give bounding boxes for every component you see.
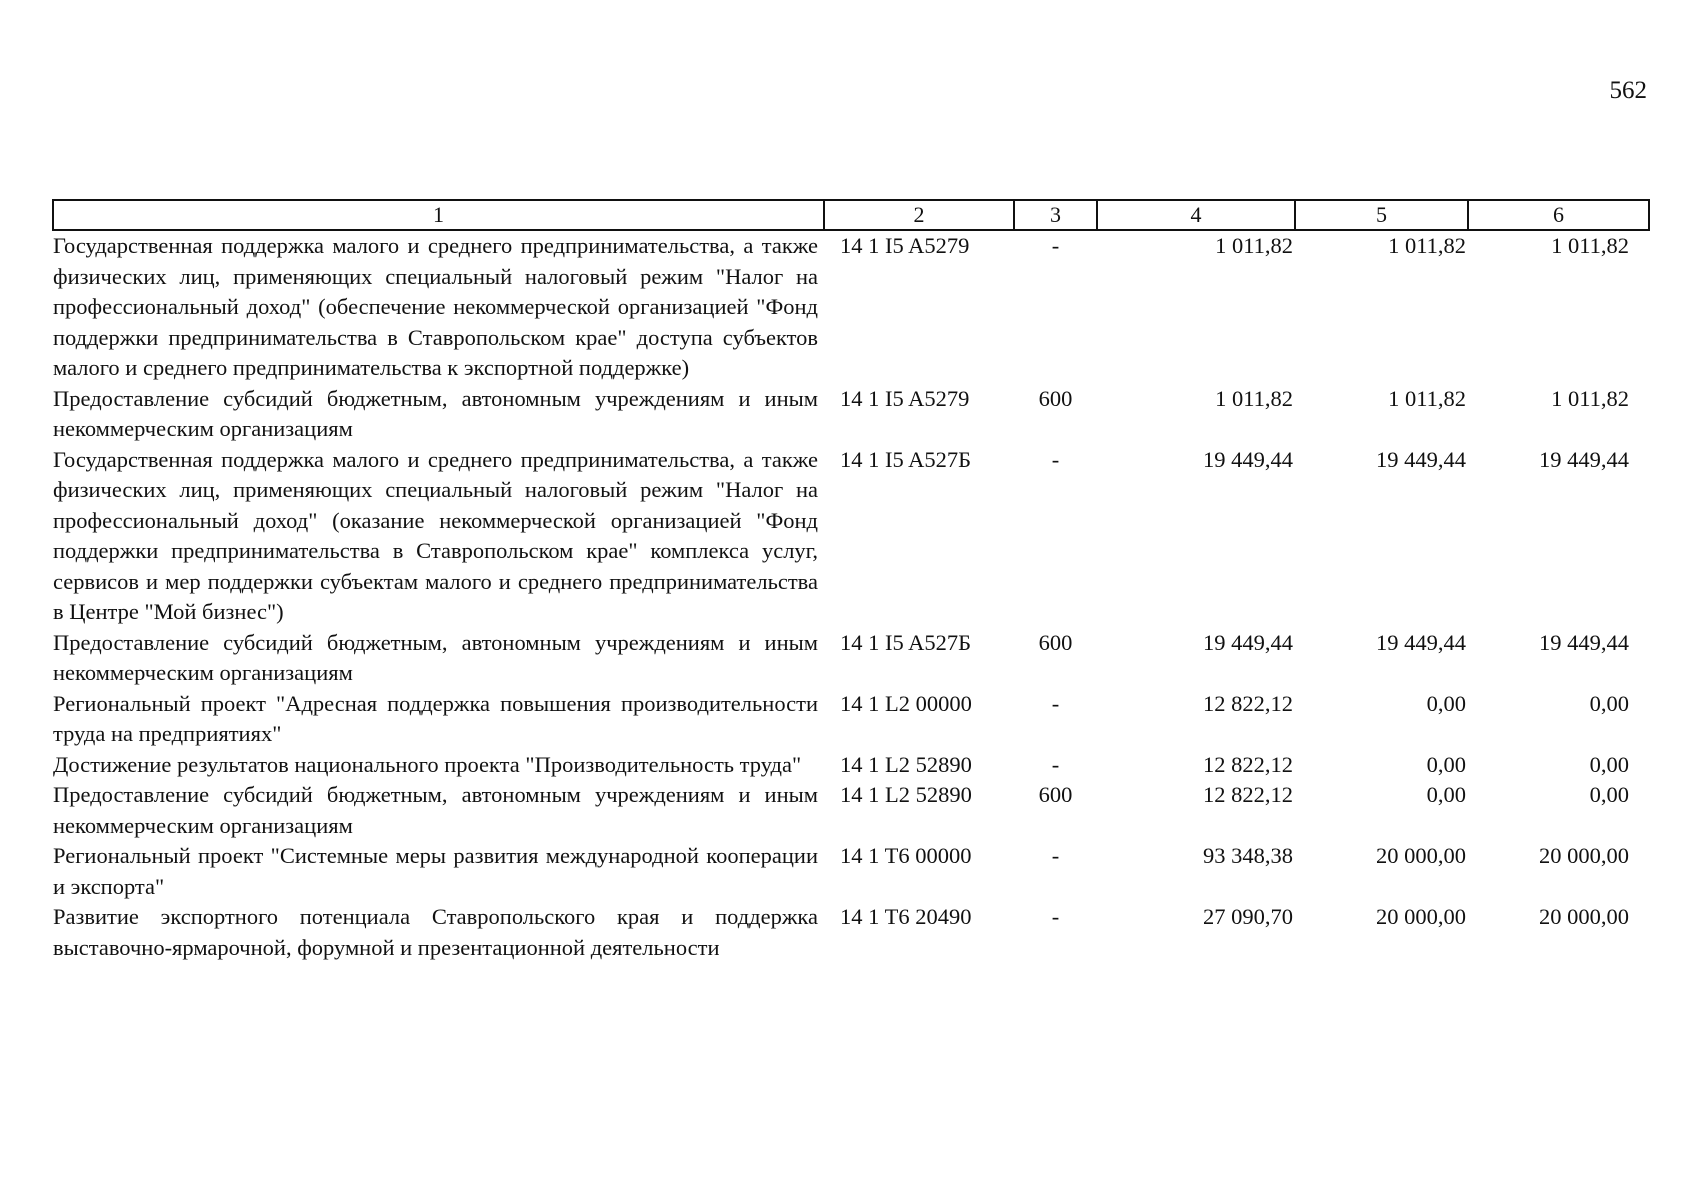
row-amount-4: 12 822,12 <box>1203 751 1293 777</box>
table-header <box>53 200 1649 230</box>
table-row <box>53 750 1649 781</box>
row-expense-type: 600 <box>1038 782 1073 807</box>
row-amount-6: 0,00 <box>1589 782 1629 807</box>
row-amount-4: 1 011,82 <box>1215 233 1293 258</box>
column-header-1: 1 <box>53 200 824 230</box>
budget-table <box>52 199 1650 963</box>
row-amount-5: 0,00 <box>1426 782 1466 807</box>
table-row <box>53 445 1649 628</box>
table-body <box>53 230 1649 963</box>
header-row <box>53 200 1649 230</box>
row-name: Государственная поддержка малого и среднего предпринимательства, а также физических лиц, применяющих специальный налоговый режим "Налог на профессиональный доход" (обеспечение некоммерческой организацией "Фонд поддержки предпринимательства в Ставропольском крае" доступа субъектов малого и среднего предпринимательства к экспортной поддержке) <box>53 233 818 380</box>
row-amount-6: 20 000,00 <box>1539 904 1629 929</box>
row-code: 14 1 I5 A5279 <box>840 385 970 411</box>
column-header-3: 3 <box>1014 200 1097 230</box>
row-amount-4: 1 011,82 <box>1215 385 1293 411</box>
row-amount-6: 19 449,44 <box>1539 446 1629 472</box>
row-name: Развитие экспортного потенциала Ставропольского края и поддержка выставочно-ярмарочной, форумной и презентационной деятельности <box>53 904 818 960</box>
table-row <box>53 384 1649 445</box>
row-expense-type: - <box>1051 690 1060 716</box>
row-amount-4: 12 822,12 <box>1203 782 1293 807</box>
column-header-4: 4 <box>1097 200 1295 230</box>
row-expense-type: - <box>1051 233 1060 258</box>
table-row <box>53 628 1649 689</box>
row-expense-type: 600 <box>1038 385 1073 411</box>
column-header-5: 5 <box>1295 200 1468 230</box>
row-amount-4: 12 822,12 <box>1203 690 1293 716</box>
row-amount-4: 93 348,38 <box>1203 843 1293 868</box>
row-amount-4: 19 449,44 <box>1203 629 1293 655</box>
page-number: 562 <box>1609 77 1647 104</box>
row-amount-6: 0,00 <box>1589 751 1629 777</box>
row-code: 14 1 L2 52890 <box>840 782 972 807</box>
table-row <box>53 230 1649 384</box>
row-amount-5: 19 449,44 <box>1376 446 1466 472</box>
row-code: 14 1 T6 20490 <box>840 904 972 929</box>
row-amount-5: 19 449,44 <box>1376 629 1466 655</box>
row-name: Государственная поддержка малого и среднего предпринимательства, а также физических лиц, применяющих специальный налоговый режим "Налог на профессиональный доход" (оказание некоммерческой организацией "Фонд поддержки предпринимательства в Ставропольском крае" комплекса услуг, сервисов и мер поддержки субъектам малого и среднего предпринимательства в Центре "Мой бизнес") <box>53 446 818 624</box>
row-amount-5: 0,00 <box>1426 690 1466 716</box>
row-amount-5: 20 000,00 <box>1376 904 1466 929</box>
table-row <box>53 841 1649 902</box>
column-header-2: 2 <box>824 200 1014 230</box>
row-code: 14 1 I5 A5279 <box>840 233 970 258</box>
row-expense-type: - <box>1051 904 1060 929</box>
row-amount-5: 0,00 <box>1426 751 1466 777</box>
column-header-6: 6 <box>1468 200 1649 230</box>
row-amount-6: 19 449,44 <box>1539 629 1629 655</box>
row-expense-type: - <box>1051 446 1060 472</box>
row-amount-4: 19 449,44 <box>1203 446 1293 472</box>
row-amount-6: 1 011,82 <box>1551 385 1629 411</box>
row-code: 14 1 T6 00000 <box>840 843 972 868</box>
row-name: Региональный проект "Адресная поддержка повышения производительности труда на предприятиях" <box>53 690 818 746</box>
table-row <box>53 689 1649 750</box>
row-expense-type: - <box>1051 843 1060 868</box>
row-code: 14 1 L2 52890 <box>840 751 972 777</box>
row-name: Предоставление субсидий бюджетным, автономным учреждениям и иным некоммерческим организациям <box>53 782 818 838</box>
row-amount-5: 1 011,82 <box>1388 385 1466 411</box>
row-amount-4: 27 090,70 <box>1203 904 1293 929</box>
row-expense-type: - <box>1051 751 1060 777</box>
row-name: Достижение результатов национального проекта "Производительность труда" <box>53 751 802 777</box>
table-row <box>53 902 1649 963</box>
row-amount-5: 1 011,82 <box>1388 233 1466 258</box>
row-expense-type: 600 <box>1038 629 1073 655</box>
row-name: Региональный проект "Системные меры развития международной кооперации и экспорта" <box>53 843 818 899</box>
row-code: 14 1 I5 A527Б <box>840 629 972 655</box>
row-amount-6: 20 000,00 <box>1539 843 1629 868</box>
row-amount-5: 20 000,00 <box>1376 843 1466 868</box>
row-code: 14 1 I5 A527Б <box>840 446 972 472</box>
row-amount-6: 0,00 <box>1589 690 1629 716</box>
row-name: Предоставление субсидий бюджетным, автономным учреждениям и иным некоммерческим организациям <box>53 385 818 441</box>
row-amount-6: 1 011,82 <box>1551 233 1629 258</box>
row-name: Предоставление субсидий бюджетным, автономным учреждениям и иным некоммерческим организациям <box>53 629 818 685</box>
table-row <box>53 780 1649 841</box>
row-code: 14 1 L2 00000 <box>840 690 972 716</box>
